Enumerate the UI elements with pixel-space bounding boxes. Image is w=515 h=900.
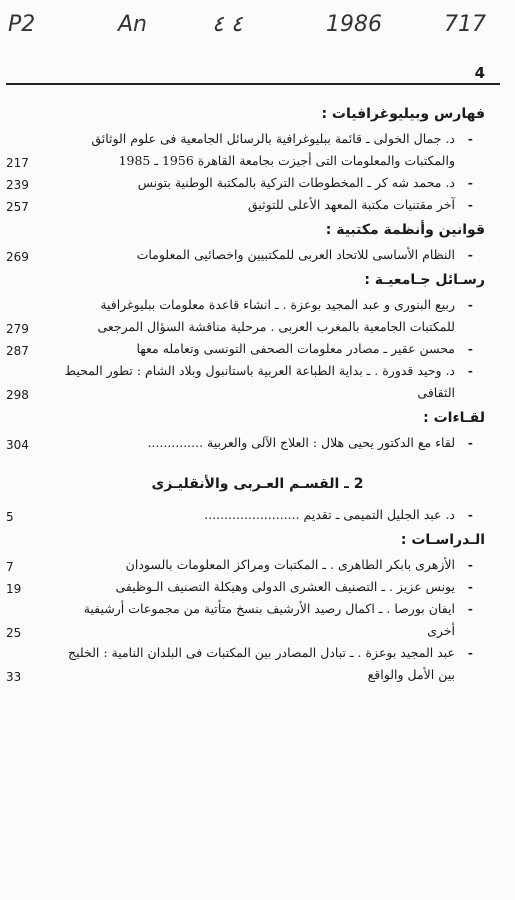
handwritten-year: 1986 — [326, 12, 382, 37]
toc-entry-text — [0, 504, 515, 526]
section-heading: قوانين وأنظمة مكتبية : — [325, 222, 485, 238]
toc-entry-text — [0, 128, 515, 172]
toc-entry — [0, 244, 515, 266]
page-ref: 19 — [6, 582, 22, 596]
toc-entry-text — [0, 598, 515, 642]
toc-entry — [0, 504, 515, 526]
toc-entry-text — [0, 244, 515, 266]
entry-title: د. محمد شه كر ـ المخطوطات التركية بالمكتبة الوطنية بتونس — [137, 175, 455, 190]
page-ref: 25 — [6, 626, 22, 640]
toc-entry-text — [0, 576, 515, 598]
bullet-dash: - — [467, 601, 473, 616]
page-ref: 239 — [6, 178, 29, 192]
entry-title: د. عبد الجليل التميمى ـ تقديم ........................ — [204, 507, 455, 522]
toc-entry — [0, 172, 515, 194]
bullet-dash: - — [467, 435, 473, 450]
toc-entry-text — [0, 432, 515, 454]
toc-entry — [0, 294, 515, 338]
toc-entry — [0, 642, 515, 686]
toc-entry — [0, 598, 515, 642]
page-ref: 298 — [6, 388, 29, 402]
toc-entry — [0, 338, 515, 360]
header-rule — [6, 83, 500, 85]
bullet-dash: - — [467, 363, 473, 378]
entry-title: د. جمال الخولى ـ قائمة ببليوغرافية بالرسائل الجامعية فى علوم الوثائق والمكتبات والمعلومات التى أجيزت بجامعة القاهرة 1956 ـ 1985 — [91, 131, 455, 168]
bullet-dash: - — [467, 507, 473, 522]
toc-entry — [0, 554, 515, 576]
page-ref: 304 — [6, 438, 29, 452]
bullet-dash: - — [467, 579, 473, 594]
bullet-dash: - — [467, 247, 473, 262]
section-heading: 2 ـ القسـم العـربى والأنقليـزى — [151, 476, 364, 492]
page-ref: 279 — [6, 322, 29, 336]
page-ref: 33 — [6, 670, 22, 684]
section-heading: الـدراسـات : — [400, 532, 485, 548]
bullet-dash: - — [467, 131, 473, 146]
page-ref: 257 — [6, 200, 29, 214]
bullet-dash: - — [467, 297, 473, 312]
toc-entry — [0, 576, 515, 598]
bullet-dash: - — [467, 645, 473, 660]
toc-entry — [0, 360, 515, 404]
handwritten-code: 717 — [444, 12, 486, 37]
entry-title: يونس عزيز . ـ التصنيف العشرى الدولى وهيكلة التصنيف الـوظيفى — [115, 579, 455, 594]
toc-entry — [0, 432, 515, 454]
section-heading: لقـاءات : — [423, 410, 485, 426]
toc-entry — [0, 128, 515, 172]
handwritten-note-1: P2 — [8, 12, 36, 37]
page-ref: 269 — [6, 250, 29, 264]
section-heading: فهارس وبيليوغرافيات : — [321, 106, 485, 122]
handwritten-note-2: An — [118, 12, 147, 37]
section-heading: رسـائل جـامعيـة : — [364, 272, 485, 288]
page-number: 4 — [474, 64, 485, 82]
toc-entry-text — [0, 194, 515, 216]
entry-title: عبد المجيد بوعزة . ـ تبادل المصادر بين المكتبات فى البلدان النامية : الخليج بين الأمل والواقع — [68, 645, 455, 682]
entry-title: لقاء مع الدكتور يحيى هلال : العلاج الآلى والعربية .............. — [147, 435, 455, 450]
table-of-contents — [0, 100, 515, 686]
toc-entry-text — [0, 360, 515, 404]
entry-title: النظام الأساسى للاتحاد العربى للمكتبيين واخصائيى المعلومات — [136, 247, 455, 262]
bullet-dash: - — [467, 341, 473, 356]
bullet-dash: - — [467, 175, 473, 190]
handwritten-note-3: ٤ ٤ — [212, 12, 243, 37]
page-ref: 217 — [6, 156, 29, 170]
entry-title: ايفان بورصا . ـ اكمال رصيد الأرشيف بنسخ متأتية من مجموعات أرشيفية أخرى — [83, 601, 455, 638]
entry-title: آخر مقتنيات مكتبة المعهد الأعلى للتوثيق — [247, 197, 455, 212]
toc-entry-text — [0, 294, 515, 338]
toc-entry-text — [0, 642, 515, 686]
entry-title: ربيع البنورى و عبد المجيد بوعزة . ـ انشاء قاعدة معلومات ببليوغرافية للمكتبات الجامعية بالمغرب العربى . مرحلية مناقشة السؤال المرجعى — [97, 297, 455, 334]
bullet-dash: - — [467, 197, 473, 212]
toc-entry-text — [0, 338, 515, 360]
entry-title: محسن عقير ـ مصادر معلومات الصحفى التونسى وتعامله معها — [136, 341, 455, 356]
page-ref: 7 — [6, 560, 14, 574]
page-ref: 287 — [6, 344, 29, 358]
entry-title: د. وحيد قدورة . ـ بداية الطباعة العربية باستانبول وبلاد الشام : تطور المحيط الثقافى — [64, 363, 455, 400]
toc-entry-text — [0, 172, 515, 194]
entry-title: الأزهرى بابكر الطاهرى . ـ المكتبات ومراكز المعلومات بالسودان — [125, 557, 455, 572]
bullet-dash: - — [467, 557, 473, 572]
page-ref: 5 — [6, 510, 14, 524]
toc-entry — [0, 194, 515, 216]
toc-entry-text — [0, 554, 515, 576]
